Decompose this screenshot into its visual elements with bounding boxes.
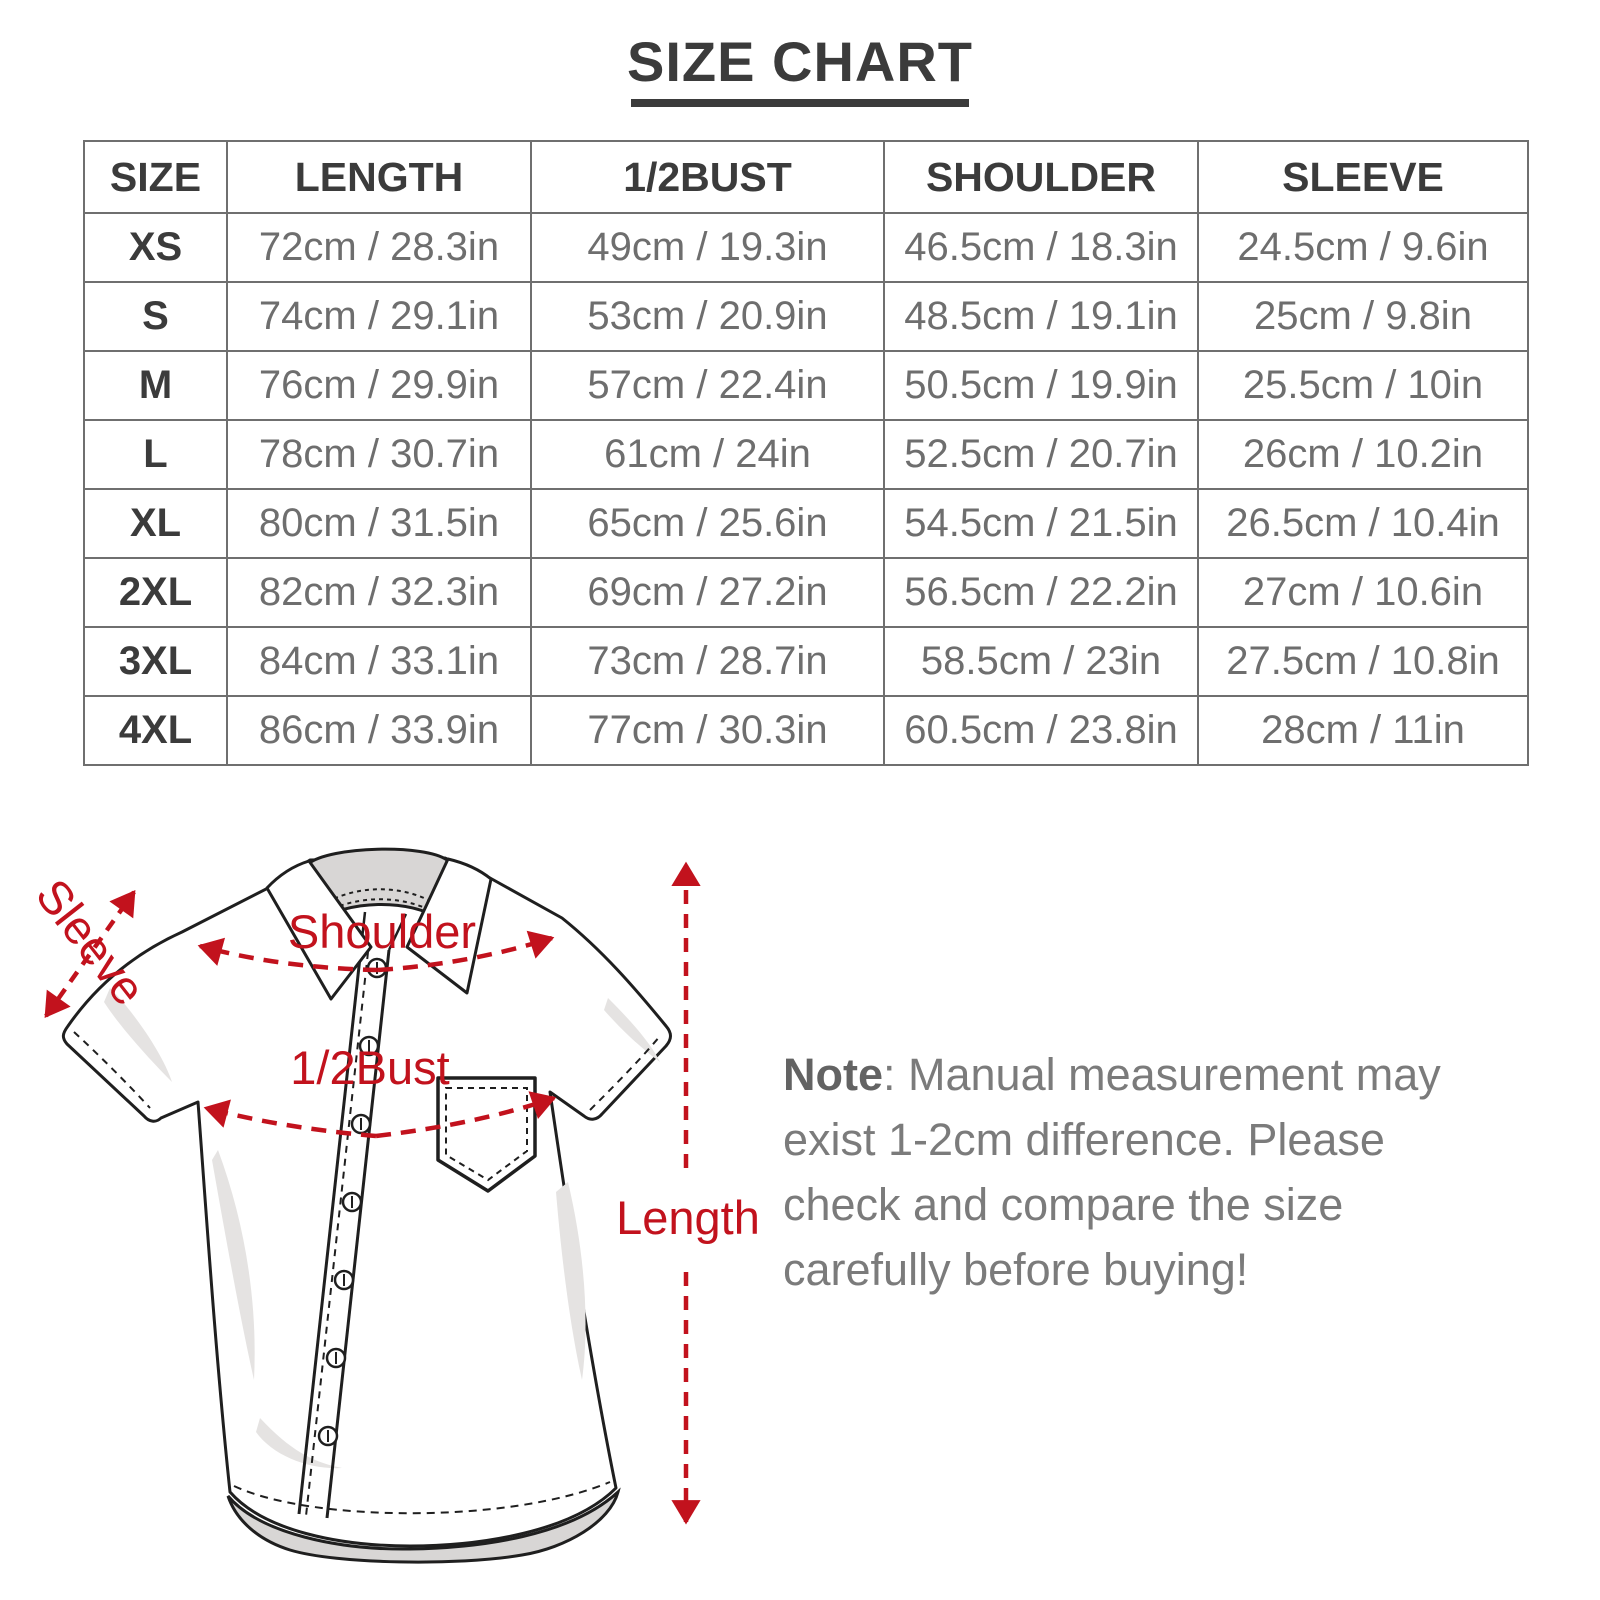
measurement-cell: 54.5cm / 21.5in: [884, 489, 1198, 558]
measurement-cell: 27cm / 10.6in: [1198, 558, 1528, 627]
size-cell: XS: [84, 213, 227, 282]
size-cell: S: [84, 282, 227, 351]
measurement-cell: 69cm / 27.2in: [531, 558, 884, 627]
size-table-header: [84, 141, 1528, 213]
sleeve-label: Sleeve: [25, 868, 157, 1015]
page-title: SIZE CHART: [627, 30, 973, 93]
measurement-cell: 77cm / 30.3in: [531, 696, 884, 765]
size-cell: M: [84, 351, 227, 420]
title-underline: [631, 99, 969, 107]
measurement-cell: 25.5cm / 10in: [1198, 351, 1528, 420]
size-cell: 2XL: [84, 558, 227, 627]
measurement-cell: 60.5cm / 23.8in: [884, 696, 1198, 765]
measurement-cell: 76cm / 29.9in: [227, 351, 531, 420]
note-text: [783, 1042, 1483, 1302]
header-cell: LENGTH: [227, 141, 531, 213]
header-cell: SLEEVE: [1198, 141, 1528, 213]
table-row: [84, 282, 1528, 351]
measurement-cell: 73cm / 28.7in: [531, 627, 884, 696]
table-row: [84, 213, 1528, 282]
size-cell: XL: [84, 489, 227, 558]
table-row: [84, 420, 1528, 489]
size-cell: 3XL: [84, 627, 227, 696]
header-cell: 1/2BUST: [531, 141, 884, 213]
measurement-cell: 78cm / 30.7in: [227, 420, 531, 489]
measurement-cell: 24.5cm / 9.6in: [1198, 213, 1528, 282]
measurement-cell: 56.5cm / 22.2in: [884, 558, 1198, 627]
table-header-row: [84, 141, 1528, 213]
measurement-cell: 52.5cm / 20.7in: [884, 420, 1198, 489]
shirt-body: [63, 858, 670, 1546]
size-cell: 4XL: [84, 696, 227, 765]
measurement-cell: 28cm / 11in: [1198, 696, 1528, 765]
table-row: [84, 489, 1528, 558]
measurement-cell: 65cm / 25.6in: [531, 489, 884, 558]
note-label: Note: [783, 1049, 883, 1100]
size-table-body: [84, 213, 1528, 765]
measurement-cell: 61cm / 24in: [531, 420, 884, 489]
measurement-cell: 80cm / 31.5in: [227, 489, 531, 558]
measurement-cell: 49cm / 19.3in: [531, 213, 884, 282]
measurement-cell: 53cm / 20.9in: [531, 282, 884, 351]
header-cell: SIZE: [84, 141, 227, 213]
note-body: : Manual measurement may exist 1-2cm difference. Please check and compare the size carefully before buying!: [783, 1049, 1441, 1295]
shirt-diagram: [10, 820, 760, 1580]
table-row: [84, 696, 1528, 765]
measurement-cell: 25cm / 9.8in: [1198, 282, 1528, 351]
shoulder-label: Shoulder: [287, 905, 477, 958]
measurement-cell: 58.5cm / 23in: [884, 627, 1198, 696]
table-row: [84, 558, 1528, 627]
size-table: [83, 140, 1529, 766]
header-cell: SHOULDER: [884, 141, 1198, 213]
bust-label: 1/2Bust: [290, 1041, 450, 1094]
table-row: [84, 351, 1528, 420]
measurement-cell: 27.5cm / 10.8in: [1198, 627, 1528, 696]
measurement-cell: 57cm / 22.4in: [531, 351, 884, 420]
title-block: [0, 30, 1600, 107]
measurement-cell: 26cm / 10.2in: [1198, 420, 1528, 489]
measurement-cell: 72cm / 28.3in: [227, 213, 531, 282]
measurement-cell: 48.5cm / 19.1in: [884, 282, 1198, 351]
measurement-cell: 46.5cm / 18.3in: [884, 213, 1198, 282]
measurement-cell: 26.5cm / 10.4in: [1198, 489, 1528, 558]
table-row: [84, 627, 1528, 696]
measurement-cell: 50.5cm / 19.9in: [884, 351, 1198, 420]
measurement-cell: 86cm / 33.9in: [227, 696, 531, 765]
measurement-cell: 84cm / 33.1in: [227, 627, 531, 696]
size-cell: L: [84, 420, 227, 489]
length-label: Length: [616, 1191, 760, 1244]
measurement-cell: 74cm / 29.1in: [227, 282, 531, 351]
measurement-cell: 82cm / 32.3in: [227, 558, 531, 627]
